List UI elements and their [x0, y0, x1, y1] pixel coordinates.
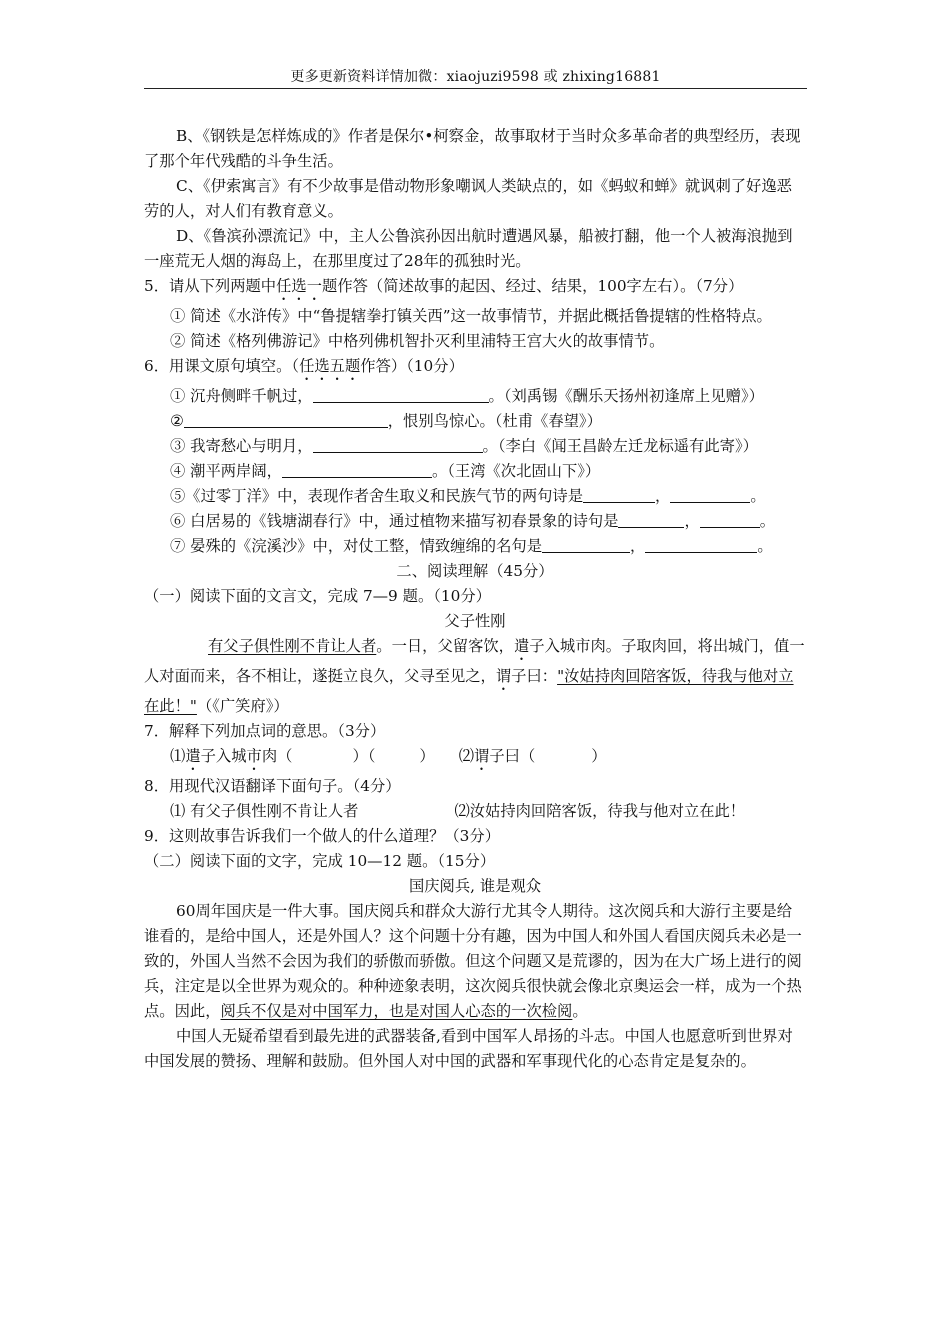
q8-a: ⑴ 有父子俱性刚不肯让人者	[170, 802, 359, 820]
answer-blank[interactable]	[313, 436, 483, 453]
q6-item-6-post: 。	[759, 512, 776, 530]
passage-text-a: 。一日，父留客饮，	[376, 637, 514, 655]
q6-item-7-post: 。	[757, 537, 773, 555]
q7-a-dot-2: 市	[246, 747, 262, 765]
q6-item-4-post: 。（王湾《次北固山下》）	[431, 462, 601, 480]
passage-dot-1: 遣	[513, 637, 530, 655]
q7-b-close: ）	[591, 747, 607, 765]
q6-item-2-pre: ②	[170, 412, 184, 430]
answer-blank[interactable]	[282, 461, 432, 478]
q8-b: ⑵汝姑持肉回陪客饭，待我与他对立在此！	[454, 802, 746, 820]
passage-underline-2: "汝姑持肉回陪客饭，待我与他对立在此！"	[144, 667, 794, 715]
modern-paragraph-1	[144, 899, 806, 1024]
answer-blank[interactable]	[184, 411, 388, 428]
answer-blank[interactable]	[670, 486, 750, 503]
q6-item-7-mid: ，	[630, 537, 646, 555]
q6-suffix: 作答）（10分）	[360, 357, 464, 375]
question-6	[144, 354, 806, 384]
q7-a-number: ⑴	[170, 747, 186, 765]
passage-dot-2: 谓	[495, 667, 512, 685]
q6-item-5-post: 。	[750, 487, 766, 505]
q7-b-open: 子曰（	[489, 747, 536, 765]
answer-blank[interactable]	[583, 486, 655, 503]
q6-item-7-pre: ⑦ 晏殊的《浣溪沙》中，对仗工整，情致缠绵的名句是	[170, 537, 542, 555]
passage-text-b: 子入城市肉。子取肉回，将出城门，值一人对面而来，各不相让，遂挺立良久，父寻至见之，	[144, 637, 805, 685]
document-body	[144, 124, 806, 1074]
header-rule	[144, 88, 807, 89]
q7-a-open: 肉（	[261, 747, 293, 765]
q7-a-mid: 子入城	[200, 747, 247, 765]
q8-items	[144, 799, 806, 824]
q6-item-2	[144, 409, 806, 434]
q5-dotted: 任选一	[276, 277, 323, 295]
option-d: D、《鲁滨孙漂流记》中，主人公鲁滨孙因出航时遭遇风暴，船被打翻，他一个人被海浪抛到一座荒无人烟的海岛上，在那里度过了28年的孤独时光。	[144, 227, 793, 270]
part-2-title: 国庆阅兵, 谁是观众	[408, 877, 542, 895]
q7-a-dot-1: 遣	[185, 747, 201, 765]
answer-blank[interactable]	[618, 511, 684, 528]
para1-underline: 阅兵不仅是对中国军力，也是对国人心态的一次检阅	[220, 1002, 573, 1020]
classical-passage	[144, 634, 806, 719]
q6-item-7	[144, 534, 806, 559]
section-2-title: 二、阅读理解（45分）	[396, 562, 554, 580]
q6-item-2-post: ，恨别鸟惊心。（杜甫《春望》）	[387, 412, 602, 430]
page-header: 更多更新资料详情加微：xiaojuzi9598 或 zhixing16881	[290, 69, 661, 85]
q5-item-2: ② 简述《格列佛游记》中格列佛机智扑灭利里浦特王宫大火的故事情节。	[170, 332, 665, 350]
q6-item-6-pre: ⑥ 白居易的《钱塘湖春行》中，通过植物来描写初春景象的诗句是	[170, 512, 619, 530]
q5-suffix: 题作答（简述故事的起因、经过、结果，100字左右）。（7分）	[322, 277, 744, 295]
answer-blank[interactable]	[542, 536, 630, 553]
q7-a-close: ）	[419, 747, 435, 765]
question-7: 7．解释下列加点词的意思。（3分）	[144, 722, 386, 740]
passage-source: （《广笑府》）	[196, 697, 289, 715]
q6-item-4-pre: ④ 潮平两岸阔，	[170, 462, 282, 480]
passage-underline-1: 有父子俱性刚不肯让人者	[208, 637, 377, 655]
q6-item-6-mid: ，	[684, 512, 700, 530]
para1-text: 60周年国庆是一件大事。国庆阅兵和群众大游行尤其令人期待。这次阅兵和大游行主要是给谁看的，是给中国人，还是外国人？这个问题十分有趣，因为中国人和外国人看国庆阅兵未必是一致的，外国人当然不会因为我们的骄傲而骄傲。但这个问题又是荒谬的，因为在大广场上进行的阅兵，注定是以全世界为观众的。种种迹象表明，这次阅兵很快就会像北京奥运会一样，成为一个热点。因此，	[144, 902, 802, 1020]
answer-blank[interactable]	[313, 386, 489, 403]
q6-item-1-pre: ① 沉舟侧畔千帆过，	[170, 387, 313, 405]
q6-item-3	[144, 434, 806, 459]
q6-item-5-pre: ⑤《过零丁洋》中，表现作者舍生取义和民族气节的两句诗是	[170, 487, 584, 505]
q7-b-number: ⑵	[458, 747, 475, 765]
q6-item-4	[144, 459, 806, 484]
q6-prefix: 6．用课文原句填空。（	[144, 357, 300, 375]
para1-end: 。	[572, 1002, 588, 1020]
q6-item-1-post: 。（刘禹锡《酬乐天扬州初逢席上见赠》）	[488, 387, 764, 405]
q6-item-6	[144, 509, 806, 534]
part-2-intro: （二）阅读下面的文字，完成 10—12 题。（15分）	[144, 852, 496, 870]
passage-text-c: 子曰：	[511, 667, 558, 685]
q6-item-3-pre: ③ 我寄愁心与明月，	[170, 437, 313, 455]
answer-blank[interactable]	[700, 511, 760, 528]
q5-item-1: ① 简述《水浒传》中“鲁提辖拳打镇关西”这一故事情节，并据此概括鲁提辖的性格特点。	[170, 307, 772, 325]
option-b: B、《钢铁是怎样炼成的》作者是保尔•柯察金，故事取材于当时众多革命者的典型经历，表现了那个年代残酷的斗争生活。	[144, 127, 801, 170]
q7-a-sep: ）（	[352, 747, 376, 765]
option-c: C、《伊索寓言》有不少故事是借动物形象嘲讽人类缺点的，如《蚂蚁和蝉》就讽刺了好逸恶劳的人，对人们有教育意义。	[144, 177, 792, 220]
q6-item-5	[144, 484, 806, 509]
question-8: 8．用现代汉语翻译下面句子。（4分）	[144, 777, 401, 795]
part-1-intro: （一）阅读下面的文言文，完成 7—9 题。（10分）	[144, 587, 491, 605]
q6-item-5-mid: ，	[655, 487, 671, 505]
q5-prefix: 5．请从下列两题中	[144, 277, 277, 295]
q7-items	[144, 744, 806, 774]
q6-item-1	[144, 384, 806, 409]
modern-paragraph-2: 中国人无疑希望看到最先进的武器装备,看到中国军人昂扬的斗志。中国人也愿意听到世界对中国发展的赞扬、理解和鼓励。但外国人对中国的武器和军事现代化的心态肯定是复杂的。	[144, 1027, 793, 1070]
question-9: 9．这则故事告诉我们一个做人的什么道理？（3分）	[144, 827, 500, 845]
question-5	[144, 274, 806, 304]
answer-blank[interactable]	[645, 536, 757, 553]
q7-b-dot: 谓	[474, 747, 490, 765]
part-1-title: 父子性刚	[444, 612, 506, 630]
q6-dotted: 任选五题	[299, 357, 361, 375]
q6-item-3-post: 。（李白《闻王昌龄左迁龙标遥有此寄》）	[482, 437, 758, 455]
